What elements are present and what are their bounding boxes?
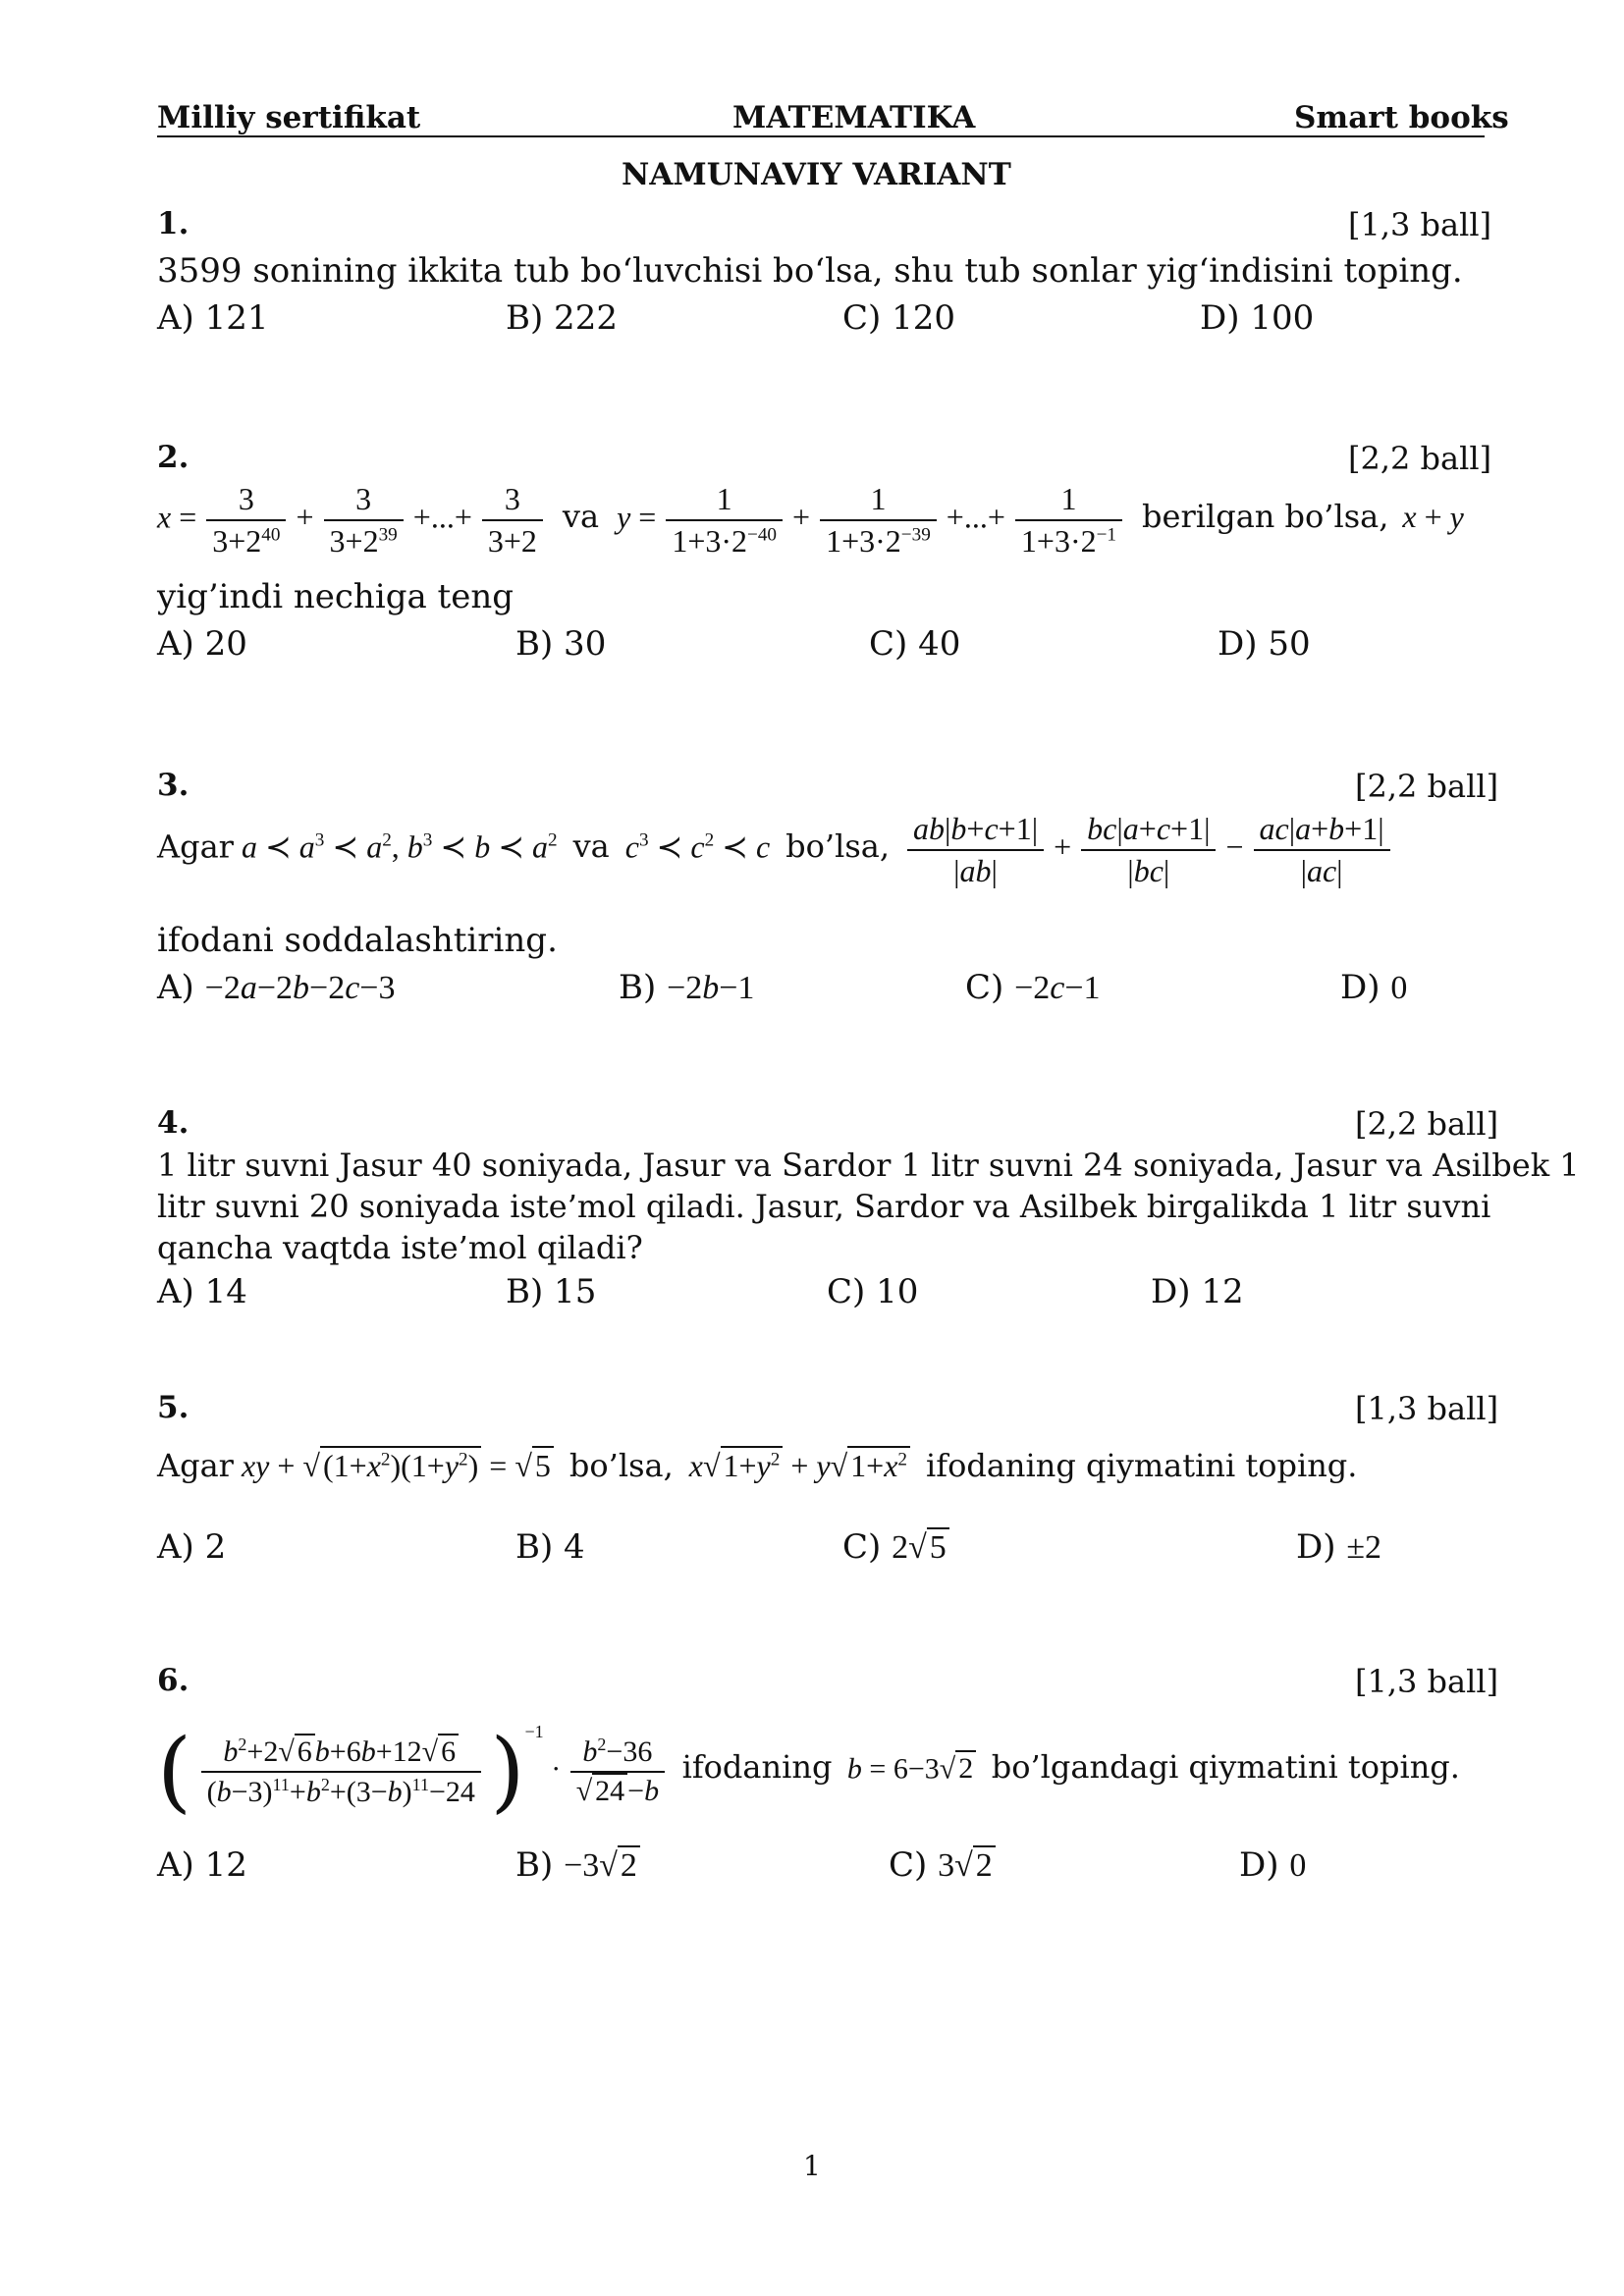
q4-text-line1: 1 litr suvni Jasur 40 soniyada, Jasur va Sardor 1 litr suvni 24 soniyada, Jasur va Asilbek 1 xyxy=(157,1147,1580,1184)
q6-option-c-label: C) xyxy=(889,1845,928,1885)
q4-points: [2,2 ball] xyxy=(1355,1105,1499,1143)
q3-text-mid: va xyxy=(572,828,610,866)
q3-option-b[interactable]: B) −2b−1 xyxy=(619,968,755,1007)
page-title: NAMUNAVIY VARIANT xyxy=(622,157,1011,192)
q2-option-a[interactable]: A) 20 xyxy=(157,624,247,664)
q3-text-line2: ifodani soddalashtiring. xyxy=(157,921,558,960)
q4-option-b[interactable]: B) 15 xyxy=(506,1272,597,1311)
q5-points: [1,3 ball] xyxy=(1355,1390,1499,1427)
q5-formula: Agar xy + $√(1+x^2)(1+y^2) = √5$ bo’lsa, $x√1+y^2 + y√1+x^2$ ifodaning qiymatini toping. xyxy=(157,1447,1358,1484)
q5-text-start: Agar xyxy=(157,1447,234,1484)
q5-option-b[interactable]: B) 4 xyxy=(515,1527,585,1567)
q2-option-c[interactable]: C) 40 xyxy=(869,624,961,664)
q1-text: 3599 sonining ikkita tub bo‘luvchisi bo‘lsa, shu tub sonlar yig‘indisini toping. xyxy=(157,251,1463,291)
q3-points: [2,2 ball] xyxy=(1355,768,1499,805)
q3-number: 3. xyxy=(157,768,189,803)
header-left: Milliy sertifikat xyxy=(157,100,421,135)
q5-option-a[interactable]: A) 2 xyxy=(157,1527,227,1567)
q4-option-d[interactable]: D) 12 xyxy=(1151,1272,1244,1311)
q6-option-c[interactable]: C) 3√2 xyxy=(889,1845,996,1885)
q4-text-line3: qancha vaqtda iste’mol qiladi? xyxy=(157,1229,643,1266)
q6-text-end: bo’lgandagi qiymatini toping. xyxy=(991,1748,1460,1787)
q6-formula: ( $\frac{b^2+2√ 6 b+6b+12√ 6}{(b-3)^{11}+b^2+(3-b)^{11}-24}$ )$^{-1}$ · $\frac{b^2-36}{√ 24 -b}$ ifodaning b = 6−3√ 2 bo’lgandagi qiymatini toping. xyxy=(157,1720,1460,1823)
q3-option-c[interactable]: C) −2c−1 xyxy=(965,968,1101,1007)
q5-option-c[interactable]: C) 2√5 xyxy=(842,1527,949,1567)
q1-option-b[interactable]: B) 222 xyxy=(506,298,618,338)
q3-option-c-label: C) xyxy=(965,968,1004,1007)
q5-option-c-label: C) xyxy=(842,1527,882,1567)
q5-option-d[interactable]: D) ±2 xyxy=(1296,1527,1382,1567)
q6-number: 6. xyxy=(157,1663,189,1698)
q1-option-a[interactable]: A) 121 xyxy=(157,298,269,338)
q2-text-mid: va xyxy=(562,498,600,536)
q3-option-d-label: D) xyxy=(1340,968,1380,1007)
q1-points: [1,3 ball] xyxy=(1348,206,1492,243)
header-right: Smart books xyxy=(1294,100,1509,135)
q3-formula: Agar a ≺ $a^3$ ≺ $a^2$, $b^3$ ≺ b ≺ $a^2$ va $c^3$ ≺ $c^2$ ≺ c bo’lsa, $\frac{ab|b+c+1|}{|ab|}$ + $\frac{bc|a+c+1|}{|bc|}$ − $\frac{ac|a+b+1|}{|ac|}$ xyxy=(157,811,1392,889)
q5-number: 5. xyxy=(157,1390,189,1425)
q3-text-start: Agar xyxy=(157,828,234,866)
header-underline xyxy=(157,135,1485,137)
q2-option-b[interactable]: B) 30 xyxy=(515,624,607,664)
q6-option-a[interactable]: A) 12 xyxy=(157,1845,247,1885)
header-center: MATEMATIKA xyxy=(732,100,976,135)
q4-number: 4. xyxy=(157,1105,189,1141)
q4-text-line2: litr suvni 20 soniyada iste’mol qiladi. Jasur, Sardor va Asilbek birgalikda 1 litr suvni xyxy=(157,1188,1491,1225)
q6-option-b[interactable]: B) −3√2 xyxy=(515,1845,640,1885)
q5-option-d-label: D) xyxy=(1296,1527,1336,1567)
q3-option-a-label: A) xyxy=(157,968,194,1007)
q2-points: [2,2 ball] xyxy=(1348,440,1492,477)
q6-option-d-label: D) xyxy=(1239,1845,1279,1885)
q1-number: 1. xyxy=(157,206,189,241)
q5-text-mid: bo’lsa, xyxy=(568,1447,674,1484)
q2-text-end: berilgan bo’lsa, xyxy=(1142,498,1389,536)
q1-option-d[interactable]: D) 100 xyxy=(1200,298,1315,338)
q6-points: [1,3 ball] xyxy=(1355,1663,1499,1700)
q4-option-a[interactable]: A) 14 xyxy=(157,1272,247,1311)
q3-option-d[interactable]: D) 0 xyxy=(1340,968,1408,1007)
q2-text-line2: yig’indi nechiga teng xyxy=(157,577,514,616)
q3-option-b-label: B) xyxy=(619,968,657,1007)
q6-text-mid: ifodaning xyxy=(681,1748,833,1787)
q6-option-d[interactable]: D) 0 xyxy=(1239,1845,1307,1885)
page-number: 1 xyxy=(803,2150,821,2182)
q4-option-c[interactable]: C) 10 xyxy=(827,1272,919,1311)
q2-formula: x = $\frac{3}{3+2^{40}}$ + $\frac{3}{3+2^{39}}$ +...+ $\frac{3}{3+2}$ va y = $\frac{1}{1+3\cdot 2^{-40}}$ + $\frac{1}{1+3\cdot 2^{-39}}$ +...+ $\frac{1}{1+3\cdot 2^{-1}}$ berilgan bo’lsa, x + y xyxy=(157,481,1464,559)
q2-number: 2. xyxy=(157,440,189,475)
q3-option-a[interactable]: A) −2a−2b−2c−3 xyxy=(157,968,396,1007)
q5-text-end: ifodaning qiymatini toping. xyxy=(926,1447,1358,1484)
q2-option-d[interactable]: D) 50 xyxy=(1218,624,1311,664)
q3-text-end: bo’lsa, xyxy=(785,828,890,866)
q1-option-c[interactable]: C) 120 xyxy=(842,298,955,338)
q6-option-b-label: B) xyxy=(515,1845,554,1885)
